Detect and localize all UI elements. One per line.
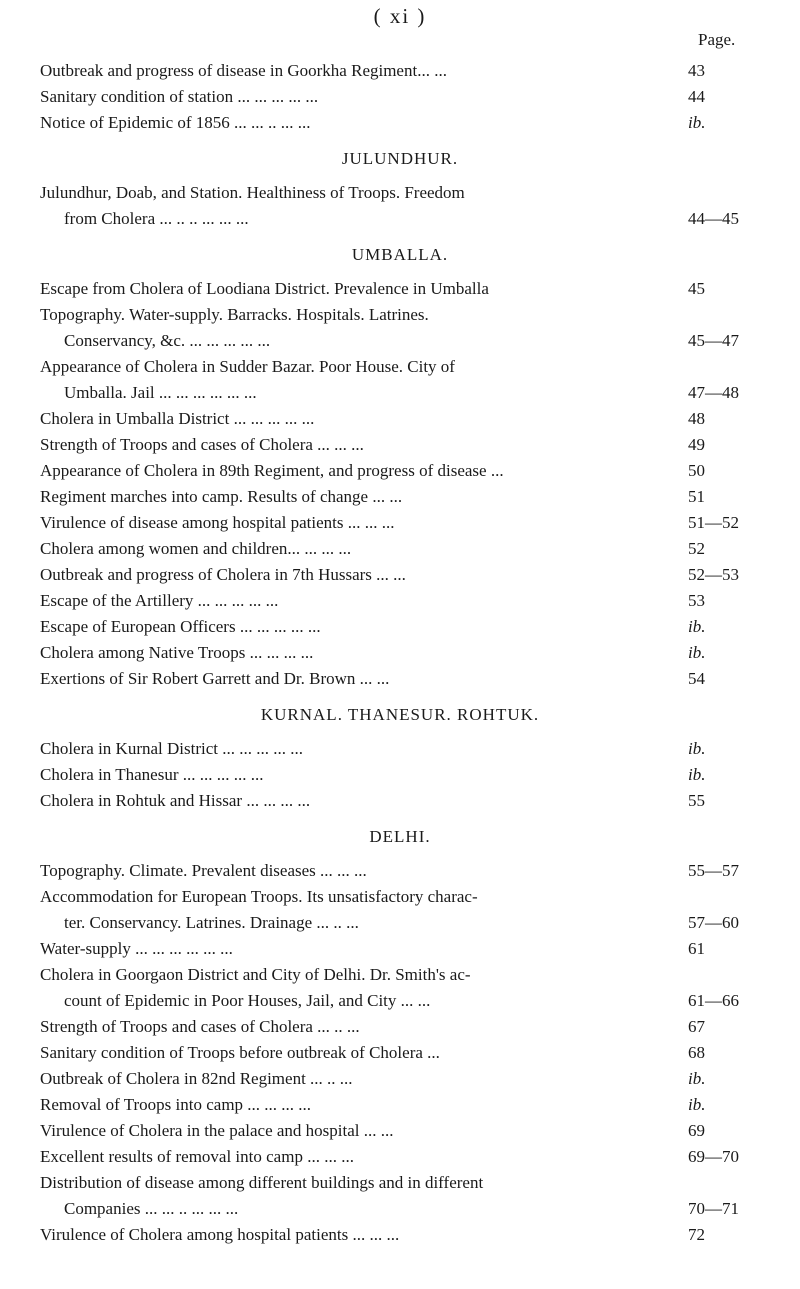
- entry-page-reference: 55: [688, 791, 705, 810]
- entry-title-line: Escape from Cholera of Loodiana District. Prevalence in Umballa: [40, 279, 489, 298]
- entry-title: [40, 736, 658, 762]
- entry-title: [40, 432, 658, 458]
- toc-entry: [0, 458, 800, 484]
- toc-entry: [0, 276, 800, 302]
- entry-page-reference: 68: [688, 1043, 705, 1062]
- toc-entry: [0, 1222, 800, 1248]
- toc-entry: [0, 962, 800, 1014]
- toc-entry: [0, 84, 800, 110]
- entry-page-reference: 45—47: [688, 331, 739, 350]
- entry-title: [40, 458, 658, 484]
- entry-page-reference: 55—57: [688, 861, 739, 880]
- entry-page-reference: ib.: [688, 643, 706, 662]
- entry-title-line: Strength of Troops and cases of Cholera ... .. ...: [40, 1017, 360, 1036]
- entry-title-line: Cholera among Native Troops ... ... ... ...: [40, 643, 314, 662]
- toc-entry: [0, 1040, 800, 1066]
- entry-page-reference: 72: [688, 1225, 705, 1244]
- entry-title: [40, 84, 658, 110]
- toc-entry: [0, 484, 800, 510]
- toc-entry: [0, 110, 800, 136]
- entry-title: [40, 276, 658, 302]
- toc-section: [0, 58, 800, 136]
- entry-title: [40, 180, 658, 232]
- toc-entry: [0, 884, 800, 936]
- entry-page-reference: 67: [688, 1017, 705, 1036]
- section-heading: DELHI.: [369, 827, 431, 846]
- entry-page-reference: ib.: [688, 765, 706, 784]
- entry-title-line: Accommodation for European Troops. Its unsatisfactory charac-: [40, 887, 478, 906]
- entry-page-reference: 70—71: [688, 1199, 739, 1218]
- entry-title-line: Umballa. Jail ... ... ... ... ... ...: [64, 383, 257, 402]
- toc-entry: [0, 614, 800, 640]
- toc-entry: [0, 858, 800, 884]
- entry-title-line: Cholera in Umballa District ... ... ... ... ...: [40, 409, 315, 428]
- toc-entry: [0, 640, 800, 666]
- entry-title: [40, 536, 658, 562]
- entry-title: [40, 614, 658, 640]
- entry-title-line: Julundhur, Doab, and Station. Healthiness of Troops. Freedom: [40, 183, 465, 202]
- entry-title-line: Virulence of Cholera in the palace and hospital ... ...: [40, 1121, 394, 1140]
- section-heading: KURNAL. THANESUR. ROHTUK.: [260, 705, 540, 724]
- section-heading: JULUNDHUR.: [341, 149, 459, 168]
- entry-title-line: Topography. Water-supply. Barracks. Hospitals. Latrines.: [40, 305, 429, 324]
- entry-title-line: Exertions of Sir Robert Garrett and Dr. Brown ... ...: [40, 669, 390, 688]
- entry-title-line: Topography. Climate. Prevalent diseases ... ... ...: [40, 861, 367, 880]
- entry-title-line: Virulence of Cholera among hospital patients ... ... ...: [40, 1225, 400, 1244]
- toc-entry: [0, 432, 800, 458]
- entry-title: [40, 302, 658, 354]
- toc-section: [0, 242, 800, 692]
- toc-entry: [0, 588, 800, 614]
- entry-title: [40, 354, 658, 406]
- entry-title: [40, 110, 658, 136]
- toc-entry: [0, 936, 800, 962]
- toc-entry: [0, 1144, 800, 1170]
- entry-title: [40, 510, 658, 536]
- entry-title-line: Sanitary condition of Troops before outbreak of Cholera ...: [40, 1043, 440, 1062]
- entry-title: [40, 1066, 658, 1092]
- toc-entry: [0, 58, 800, 84]
- entry-page-reference: 47—48: [688, 383, 739, 402]
- toc-section: [0, 824, 800, 1248]
- toc-entry: [0, 762, 800, 788]
- toc-section: [0, 146, 800, 232]
- toc-entry: [0, 562, 800, 588]
- entry-title: [40, 58, 658, 84]
- toc-entry: [0, 180, 800, 232]
- entry-title-line: Cholera in Rohtuk and Hissar ... ... ... ...: [40, 791, 311, 810]
- entry-title: [40, 562, 658, 588]
- entry-title: [40, 884, 658, 936]
- toc-entry: [0, 788, 800, 814]
- entry-title: [40, 1014, 658, 1040]
- entry-page-reference: 50: [688, 461, 705, 480]
- entry-title: [40, 858, 658, 884]
- entry-title-line: Distribution of disease among different buildings and in different: [40, 1173, 484, 1192]
- entry-title: [40, 588, 658, 614]
- toc-section: [0, 702, 800, 814]
- entry-title-line: Outbreak of Cholera in 82nd Regiment ... .. ...: [40, 1069, 353, 1088]
- toc-entry: [0, 302, 800, 354]
- entry-title-line: Outbreak and progress of disease in Goorkha Regiment... ...: [40, 61, 447, 80]
- entry-title-line: from Cholera ... .. .. ... ... ...: [64, 209, 249, 228]
- entry-page-reference: 53: [688, 591, 705, 610]
- entry-title-line: Regiment marches into camp. Results of change ... ...: [40, 487, 403, 506]
- entry-title-line: Cholera in Kurnal District ... ... ... ... ...: [40, 739, 303, 758]
- entry-page-reference: 52—53: [688, 565, 739, 584]
- entry-title-line: Appearance of Cholera in Sudder Bazar. Poor House. City of: [40, 357, 455, 376]
- entry-page-reference: ib.: [688, 1095, 706, 1114]
- section-heading: UMBALLA.: [351, 245, 449, 264]
- entry-title-line: Conservancy, &c. ... ... ... ... ...: [64, 331, 271, 350]
- entry-page-reference: 51—52: [688, 513, 739, 532]
- table-of-contents: [0, 58, 800, 1248]
- toc-entry: [0, 736, 800, 762]
- entry-title: [40, 1040, 658, 1066]
- entry-page-reference: 48: [688, 409, 705, 428]
- entry-page-reference: 69—70: [688, 1147, 739, 1166]
- entry-page-reference: 52: [688, 539, 705, 558]
- entry-title-line: Excellent results of removal into camp ... ... ...: [40, 1147, 354, 1166]
- toc-entry: [0, 354, 800, 406]
- entry-page-reference: ib.: [688, 617, 706, 636]
- entry-page-reference: 49: [688, 435, 705, 454]
- entry-title-line: Cholera among women and children... ... ... ...: [40, 539, 352, 558]
- entry-title: [40, 762, 658, 788]
- entry-title: [40, 1222, 658, 1248]
- toc-entry: [0, 666, 800, 692]
- entry-title: [40, 936, 658, 962]
- entry-title: [40, 1118, 658, 1144]
- entry-title-line: Escape of European Officers ... ... ... ... ...: [40, 617, 321, 636]
- entry-page-reference: 61—66: [688, 991, 739, 1010]
- page-number: ( xi ): [373, 4, 427, 28]
- entry-page-reference: 43: [688, 61, 705, 80]
- page-column-label: Page.: [698, 30, 736, 49]
- entry-title-line: Outbreak and progress of Cholera in 7th Hussars ... ...: [40, 565, 406, 584]
- entry-title: [40, 1144, 658, 1170]
- entry-title: [40, 962, 658, 1014]
- entry-page-reference: ib.: [688, 1069, 706, 1088]
- entry-title: [40, 640, 658, 666]
- entry-title-line: Cholera in Goorgaon District and City of Delhi. Dr. Smith's ac-: [40, 965, 471, 984]
- entry-title-line: Companies ... ... .. ... ... ...: [64, 1199, 239, 1218]
- entry-title: [40, 788, 658, 814]
- entry-title-line: Escape of the Artillery ... ... ... ... ...: [40, 591, 279, 610]
- entry-page-reference: ib.: [688, 113, 706, 132]
- entry-page-reference: 44: [688, 87, 705, 106]
- entry-page-reference: 69: [688, 1121, 705, 1140]
- entry-title-line: Appearance of Cholera in 89th Regiment, and progress of disease ...: [40, 461, 504, 480]
- entry-page-reference: ib.: [688, 739, 706, 758]
- entry-title: [40, 406, 658, 432]
- entry-title: [40, 666, 658, 692]
- toc-entry: [0, 1092, 800, 1118]
- entry-page-reference: 44—45: [688, 209, 739, 228]
- entry-title-line: count of Epidemic in Poor Houses, Jail, and City ... ...: [64, 991, 431, 1010]
- entry-page-reference: 45: [688, 279, 705, 298]
- entry-title-line: Cholera in Thanesur ... ... ... ... ...: [40, 765, 264, 784]
- entry-title-line: Removal of Troops into camp ... ... ... ...: [40, 1095, 312, 1114]
- entry-title-line: Strength of Troops and cases of Cholera ... ... ...: [40, 435, 364, 454]
- entry-title-line: Virulence of disease among hospital patients ... ... ...: [40, 513, 395, 532]
- entry-title-line: ter. Conservancy. Latrines. Drainage ... .. ...: [64, 913, 359, 932]
- entry-title: [40, 1170, 658, 1222]
- entry-page-reference: 54: [688, 669, 705, 688]
- entry-title: [40, 484, 658, 510]
- toc-entry: [0, 1066, 800, 1092]
- entry-title-line: Water-supply ... ... ... ... ... ...: [40, 939, 233, 958]
- toc-entry: [0, 406, 800, 432]
- toc-entry: [0, 1118, 800, 1144]
- entry-page-reference: 57—60: [688, 913, 739, 932]
- entry-page-reference: 51: [688, 487, 705, 506]
- entry-page-reference: 61: [688, 939, 705, 958]
- entry-title: [40, 1092, 658, 1118]
- toc-entry: [0, 1170, 800, 1222]
- toc-entry: [0, 510, 800, 536]
- toc-entry: [0, 1014, 800, 1040]
- entry-title-line: Sanitary condition of station ... ... ... ... ...: [40, 87, 319, 106]
- toc-entry: [0, 536, 800, 562]
- entry-title-line: Notice of Epidemic of 1856 ... ... .. ... ...: [40, 113, 311, 132]
